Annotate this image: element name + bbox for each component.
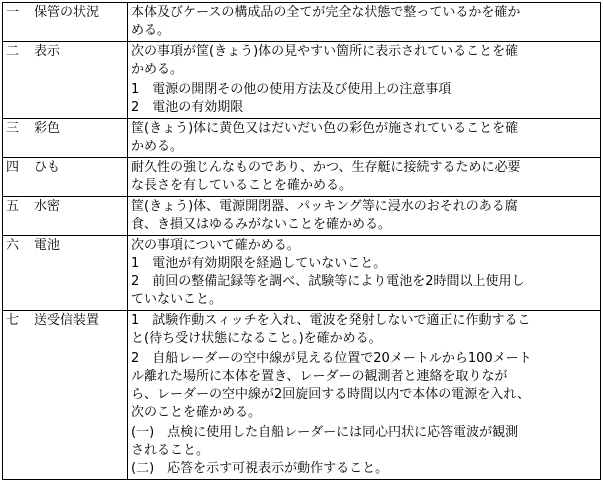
method-line: 次の事項について確かめる。 — [131, 238, 300, 253]
item-cell — [3, 158, 128, 197]
item-number: 五 — [6, 199, 20, 214]
item-name: ひも — [34, 160, 61, 175]
table-row — [3, 311, 601, 480]
inspection-table — [2, 2, 601, 480]
method-line: 筐(きょう)体、電源開閉器、パッキング等に浸水のおそれのある腐 — [131, 199, 518, 214]
item-cell — [3, 3, 128, 42]
item-cell — [3, 119, 128, 158]
method-line: と(待ち受け状態になること。)を確かめる。 — [131, 331, 382, 346]
item-cell — [3, 311, 128, 480]
method-line: 耐久性の強じんなものであり、かつ、生存艇に接続するために必要 — [131, 160, 521, 175]
item-name: 水密 — [34, 199, 61, 214]
method-cell — [128, 158, 601, 197]
method-cell — [128, 119, 601, 158]
method-line: かめる。 — [131, 62, 184, 77]
method-line: 次の事項が筐(きょう)体の見やすい箇所に表示されていることを確 — [131, 44, 519, 59]
method-line: かめる。 — [131, 139, 184, 154]
method-line: 2 電池の有効期限 — [131, 100, 244, 115]
method-line: 1 試験作動スィッチを入れ、電波を発射しないで適正に作動するこ — [131, 313, 531, 328]
item-number: 七 — [6, 313, 20, 328]
item-name: 彩色 — [34, 121, 61, 136]
item-name: 送受信装置 — [34, 313, 100, 328]
method-cell — [128, 42, 601, 119]
method-cell — [128, 236, 601, 311]
table-row — [3, 119, 601, 158]
method-line: な長さを有していることを確かめる。 — [131, 178, 353, 193]
item-number: 二 — [6, 44, 20, 59]
method-line: 2 自船レーダーの空中線が見える位置で20メートルから100メート — [131, 351, 532, 366]
item-number: 四 — [6, 160, 20, 175]
item-cell — [3, 236, 128, 311]
method-line: 食、き損又はゆるみがないことを確かめる。 — [131, 217, 392, 232]
item-name: 保管の状況 — [34, 5, 100, 20]
item-name: 表示 — [34, 44, 61, 59]
method-line: 本体及びケースの構成品の全てが完全な状態で整っているかを確か — [131, 5, 521, 20]
method-cell — [128, 311, 601, 480]
method-line: ていないこと。 — [131, 292, 223, 307]
table-row — [3, 236, 601, 311]
method-line: されること。 — [131, 443, 210, 458]
method-line: 1 電池が有効期限を経過していないこと。 — [131, 256, 387, 271]
item-number: 六 — [6, 238, 20, 253]
method-line: ル離れた場所に本体を置き、レーダーの観測者と連絡を取りなが — [131, 369, 508, 384]
method-line: める。 — [131, 23, 171, 38]
method-line: 筐(きょう)体に黄色又はだいだい色の彩色が施されていることを確 — [131, 121, 519, 136]
method-cell — [128, 197, 601, 236]
table-row — [3, 158, 601, 197]
item-number: 一 — [6, 5, 20, 20]
item-cell — [3, 197, 128, 236]
method-line: 次のことを確かめる。 — [131, 405, 262, 420]
method-line: 1 電源の開閉その他の使用方法及び使用上の注意事項 — [131, 82, 452, 97]
method-line: (一) 点検に使用した自船レーダーには同心円状に応答電波が観測 — [131, 425, 519, 440]
method-line: 2 前回の整備記録等を調べ、試験等により電池を2時間以上使用し — [131, 274, 525, 289]
item-number: 三 — [6, 121, 20, 136]
method-line: (二) 応答を示す可視表示が動作すること。 — [131, 461, 389, 476]
item-name: 電池 — [34, 238, 61, 253]
method-line: ら、レーダーの空中線が2回旋回する時間以内で本体の電源を入れ、 — [131, 387, 531, 402]
table-row — [3, 3, 601, 42]
table-row — [3, 42, 601, 119]
table-row — [3, 197, 601, 236]
method-cell — [128, 3, 601, 42]
item-cell — [3, 42, 128, 119]
